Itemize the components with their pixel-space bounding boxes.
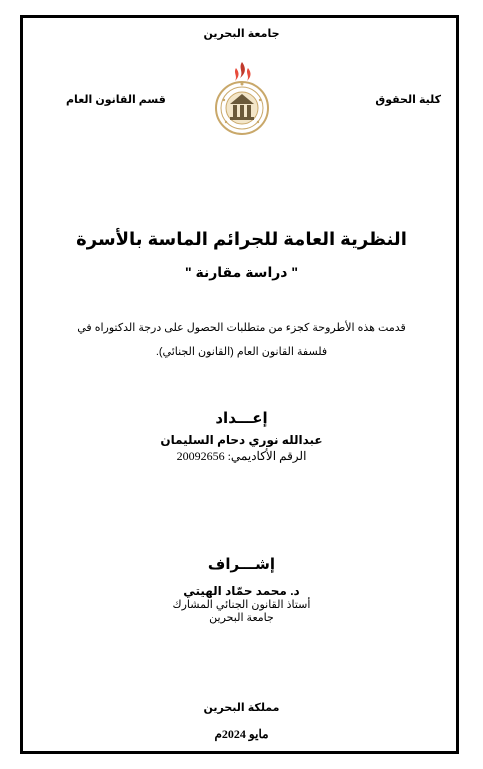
thesis-subtitle: " دراسة مقارنة " [184, 264, 299, 280]
student-name: عبدالله نوري دحام السليمان [160, 433, 323, 447]
supervisor-title: أستاذ القانون الجنائي المشارك [172, 599, 311, 611]
submission-date: مايو 2024م [214, 727, 269, 741]
university-seal-icon [214, 60, 270, 138]
thesis-description-line1: قدمت هذه الأطروحة كجزء من متطلبات الحصول على درجة الدكتوراه في [77, 322, 406, 334]
thesis-description-line2: فلسفة القانون العام (القانون الجنائي). [155, 346, 328, 358]
academic-number: الرقم الأكاديمي: 20092656 [176, 449, 307, 463]
faculty-name: كلية الحقوق [375, 94, 441, 106]
thesis-title: النظرية العامة للجرائم الماسة بالأسرة [76, 229, 407, 249]
supervisor-university: جامعة البحرين [209, 612, 274, 624]
department-name: قسم القانون العام [66, 94, 166, 106]
university-name: جامعة البحرين [203, 28, 280, 40]
supervisor-name: د. محمد حمّاد الهيتي [183, 584, 300, 598]
supervision-heading: إشـــراف [207, 556, 276, 573]
kingdom-name: مملكة البحرين [203, 702, 280, 714]
preparation-heading: إعـــداد [215, 410, 268, 427]
